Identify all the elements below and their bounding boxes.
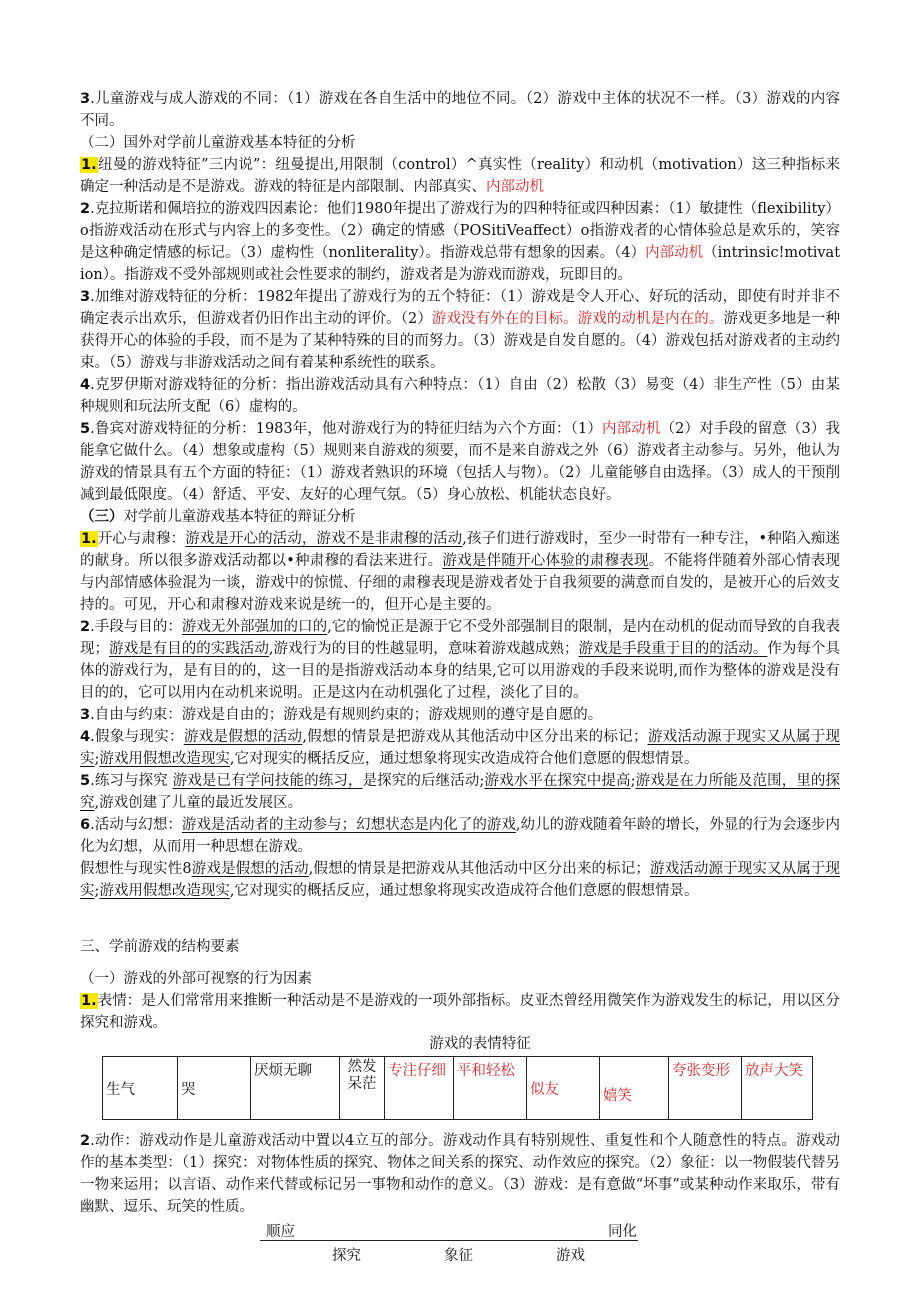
assimilation-accommodation-diagram: [80, 1220, 840, 1276]
paragraph-text: .动作：游戏动作是儿童游戏活动中置以4立互的部分。游戏动作具有特别规性、重复性和个人随意性的特点。游戏动作的基本类型：（1）探究：对物体性质的探究、物体之间关系的探究、动作效应的探究。（2）象征：以一物假装代替另一物来运用；以言语、动作来代替或标记另一事物和动作的意义。（3）游戏：是有意做“坏事”或某种动作来取乐，带有幽默、逗乐、玩笑的性质。: [80, 1133, 840, 1215]
paragraph-text: 是探究的后继活动;: [362, 773, 485, 789]
section-heading-foreign: （二）国外对学前儿童游戏基本特征的分析: [80, 135, 356, 151]
red-emphasis: 游戏没有外在的目标。游戏的动机是内在的。: [431, 311, 724, 327]
table-cell: 生气: [103, 1057, 178, 1120]
paragraph-action: [80, 1130, 840, 1218]
item-number: 3: [80, 91, 91, 107]
underlined-text: 游戏用假想改造现实: [99, 751, 230, 767]
paragraph-joy-seriousness: [80, 528, 840, 616]
table-cell: 厌烦无聊: [251, 1057, 340, 1120]
paragraph-rubin: [80, 418, 840, 506]
table-cell: 专注仔细: [385, 1057, 454, 1120]
table-cell: 平和轻松: [454, 1057, 527, 1120]
red-emphasis: 内部动机: [645, 245, 704, 261]
underlined-text: 游戏是已有学问技能的练习，: [172, 773, 363, 789]
paragraph-text: ,孩子们进行游戏时，至少一时带有一种专注，•种陷入痴迷的献身。所以很多游戏活动都以•种肃穆的看法来进行。: [80, 531, 841, 569]
subsection-heading-external: （一）游戏的外部可视察的行为因素: [80, 971, 312, 987]
paragraph-text: 作为每个具体的游戏行为，是有目的的，这一目的是指游戏活动本身的结果,它可以用游戏的手段来说明,而作为整体的游戏是没有目的的，它可以用内在动机来说明。正是这内在动机强化了过程，淡化了目的。: [80, 641, 841, 701]
underlined-text: 游戏是活动者的主动参与；幻想状态是内化了的游戏: [181, 817, 516, 833]
table-cell: 然发呆茫: [340, 1057, 385, 1120]
paragraph-text: ;: [94, 883, 100, 899]
paragraph-text: ,假想的情景是把游戏从其他活动中区分出来的标记；: [302, 729, 648, 745]
paragraph-text: ;: [94, 751, 100, 767]
item-number: 2: [80, 619, 91, 635]
table-cell: 似友: [527, 1057, 600, 1120]
item-number-highlighted: 1.: [81, 993, 97, 1009]
paragraph-expression: [80, 990, 840, 1034]
underlined-text: 游戏水平在探究中提高: [484, 773, 631, 789]
underlined-text: 游戏是假想的活动: [191, 861, 309, 877]
document-page: [80, 88, 840, 1276]
paragraph-text: .鲁宾对游戏特征的分析：1983年，他对游戏行为的特征归结为六个方面：（1）: [90, 421, 603, 437]
paragraph-text: .加维对游戏特征的分析：1982年提出了游戏行为的五个特征：（1）游戏是令人开心、好玩的活动，即使有时并非不确定表示出欢乐，但游戏者仍旧作出主动的评价。（2）: [80, 289, 840, 327]
underlined-text: 游戏是在力所能及范围，里的探究: [80, 773, 841, 811]
paragraph-krasnor: [80, 198, 840, 286]
diagram-label-game: 游戏: [556, 1248, 585, 1264]
diagram-left-label: 顺应: [266, 1224, 295, 1240]
heading-number: （三）: [80, 509, 124, 525]
item-number: 6: [80, 817, 91, 833]
underlined-text: 游戏是有目的的实践活动: [109, 641, 269, 657]
paragraph-text: 纽曼的游戏特征”三内说”：纽曼提出,用限制（control）^真实性（reality）和动机（motivation）这三种指标来确定一种活动是不是游戏。游戏的特征是内部限制、内部真实、: [80, 157, 840, 195]
item-number: 3: [80, 289, 91, 305]
paragraph-text: ,它对现实的概括反应，通过想象将现实改造成符合他们意愿的假想情景。: [229, 751, 699, 767]
paragraph-text: .儿童游戏与成人游戏的不同：（1）游戏在各自生活中的地位不同。（2）游戏中主体的状况不一样。（3）游戏的内容不同。: [80, 91, 840, 129]
item-number: 5: [80, 421, 91, 437]
underlined-text: 游戏是假想的活动: [183, 729, 303, 745]
paragraph-text: .活动与幻想：: [90, 817, 182, 833]
paragraph-text: （2）对手段的留意（3）我能拿它做什么。（4）想象或虚构（5）规则来自游戏的须要，而不是来自游戏之外（6）游戏者主动参与。另外，他认为游戏的情景具有五个方面的特征：（1）游戏者熟识的环境（包括人与物）。（2）儿童能够自由选择。（3）成人的干预削减到最低限度。（4）舒适、平安、友好的心理气氛。（5）身心放松、机能状态良好。: [80, 421, 841, 503]
item-number: 2: [80, 201, 91, 217]
red-emphasis: 内部动机: [602, 421, 661, 437]
diagram-right-label: 同化: [608, 1224, 637, 1240]
paragraph-text: .克罗伊斯对游戏特征的分析：指出游戏活动具有六种特点：（1）自由（2）松散（3）易变（4）非生产性（5）由某种规则和玩法所支配（6）虚构的。: [80, 377, 840, 415]
table-cell: 嬉笑: [600, 1057, 669, 1120]
paragraph-text: 。不能将伴随着外部心情表现与内部情感体验混为一谈，游戏中的惊慌、仔细的肃穆表现是游戏者处于自我须要的满意而自发的，是被开心的后效支持的。可见，开心和肃穆对游戏来说是统一的，但开心是主要的。: [80, 553, 840, 613]
paragraph-newman: [80, 154, 840, 198]
paragraph-garvey: [80, 286, 840, 374]
paragraph-text: ,游戏行为的目的性越显明，意味着游戏越成熟；: [268, 641, 579, 657]
paragraph-text: 表情：是人们常常用来推断一种活动是不是游戏的一项外部指标。皮亚杰曾经用微笑作为游戏发生的标记，用以区分探究和游戏。: [80, 993, 840, 1031]
underlined-text: 游戏活动源于现实又从属于现实: [80, 729, 841, 767]
item-number-highlighted: 1.: [81, 157, 97, 173]
paragraph-text: 游戏更多地是一种获得开心的体验的手段，而不是为了某种特殊的目的而努力。（3）游戏是自发自愿的。（4）游戏包括对游戏者的主动约束。（5）游戏与非游戏活动之间有着某种系统性的联系。: [80, 311, 840, 371]
paragraph-text: 假想性与现实性8: [80, 861, 192, 877]
underlined-text: 游戏无外部强加的口的: [181, 619, 328, 635]
diagram-label-symbol: 象征: [444, 1248, 473, 1264]
diagram-axis-line: [260, 1240, 638, 1241]
item-number: 5: [80, 773, 91, 789]
paragraph-text: ,它的愉悦正是源于它不受外部强制目的限制，是内在动机的促动而导致的自我表现；: [80, 619, 841, 657]
underlined-text: 游戏是开心的活动，游戏不是非肃穆的活动: [185, 531, 463, 547]
table-cell: 哭: [178, 1057, 251, 1120]
paragraph-text: （intrinsic!motivation）。指游戏不受外部规则或社会性要求的制约，游戏者是为游戏而游戏，玩即目的。: [80, 245, 841, 283]
paragraph-text: ,它对现实的概括反应，通过想象将现实改造成符合他们意愿的假想情景。: [229, 883, 699, 899]
table-caption: 游戏的表情特征: [429, 1036, 531, 1052]
paragraph-means-ends: [80, 616, 840, 704]
paragraph-text: .假象与现实：: [90, 729, 184, 745]
table-row: [103, 1057, 813, 1120]
heading-text: 对学前儿童游戏基本特征的辩证分析: [123, 509, 356, 525]
paragraph-text: ;: [630, 773, 636, 789]
section-heading-dialectic: [80, 506, 840, 528]
table-cell: 夸张变形: [669, 1057, 742, 1120]
underlined-text: 游戏是手段重于目的的活动。: [578, 641, 768, 657]
paragraph-text: 开心与肃穆：: [97, 531, 186, 547]
paragraph-activity-fantasy: [80, 814, 840, 858]
paragraph-text: .练习与探究: [90, 773, 168, 789]
table-cell: 放声大笑: [742, 1057, 813, 1120]
item-number: 2: [80, 1133, 91, 1149]
section-heading-structure: 三、学前游戏的结构要素: [80, 939, 240, 955]
underlined-text: 游戏活动源于现实又从属于现实: [80, 861, 841, 899]
paragraph-pretend-reality: [80, 726, 840, 770]
red-emphasis: 内部动机: [486, 179, 544, 195]
paragraph-freedom-constraint: [80, 704, 840, 726]
paragraph-pretend-reality-2: [80, 858, 840, 902]
paragraph-text: .自由与约束：游戏是自由的；游戏是有规则约束的；游戏规则的遵守是自愿的。: [90, 707, 603, 723]
item-number: 4: [80, 377, 91, 393]
paragraph-kroeis: [80, 374, 840, 418]
expression-table: [102, 1056, 813, 1120]
underlined-text: 游戏是伴随开心体验的肃穆表现: [442, 553, 649, 569]
paragraph-text: .手段与目的：: [90, 619, 182, 635]
paragraph-practice-exploration: [80, 770, 840, 814]
paragraph-child-adult-game: [80, 88, 840, 132]
paragraph-text: ,幼儿的游戏随着年龄的增长，外显的行为会逐步内化为幻想，从而用一种思想在游戏。: [80, 817, 841, 855]
paragraph-text: ,游戏创建了儿童的最近发展区。: [94, 795, 303, 811]
underlined-text: 游戏用假想改造现实: [99, 883, 230, 899]
paragraph-text: ,假想的情景是把游戏从其他活动中区分出来的标记；: [308, 861, 650, 877]
item-number-highlighted: 1.: [81, 531, 97, 547]
paragraph-text: .克拉斯诺和佩培拉的游戏四因素论：他们1980年提出了游戏行为的四种特征或四种因素：（1）敏捷性（flexibility）o指游戏活动在形式与内容上的多变性。（2）确定的情感（POSitiVeaffect）o指游戏者的心情体验总是欢乐的，笑容是这种确定情感的标记。（3）虚构性（nonliterality）。指游戏总带有想象的因素。（4）: [80, 201, 840, 261]
diagram-label-explore: 探究: [332, 1248, 361, 1264]
item-number: 3: [80, 707, 91, 723]
item-number: 4: [80, 729, 91, 745]
